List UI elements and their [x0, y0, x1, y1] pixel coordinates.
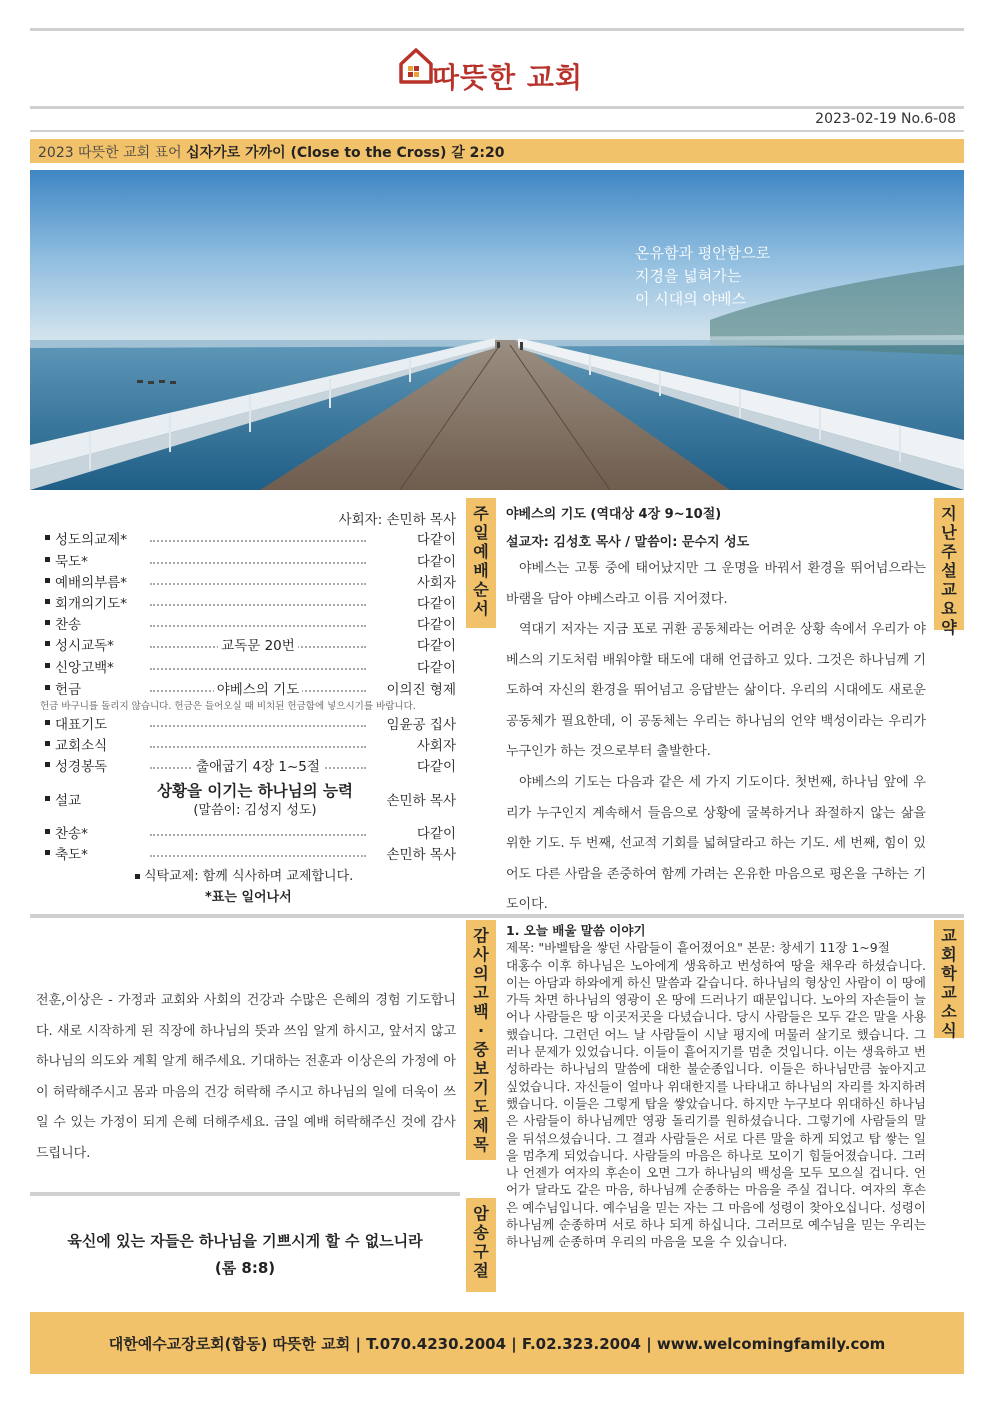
bullet: [45, 663, 50, 668]
worship-leader: 다같이: [416, 617, 456, 633]
worship-row: [45, 678, 456, 699]
worship-detail-text: 야베스의 기도: [214, 682, 303, 698]
dot-leader: [150, 847, 366, 857]
bullet: [45, 599, 50, 604]
worship-item: 회개의기도*: [55, 596, 127, 612]
worship-item: 묵도*: [55, 554, 88, 570]
worship-row: [45, 528, 456, 549]
bullet: [45, 685, 50, 690]
label-news: [934, 920, 964, 1038]
bullet: [45, 850, 50, 855]
worship-item: 예배의부름*: [55, 575, 127, 591]
house-logo-icon: [398, 44, 434, 88]
motto-bar: [30, 139, 964, 163]
hero-caption-line: 지경을 넓혀가는: [635, 267, 742, 285]
memory-verse: [30, 1228, 460, 1282]
worship-leader: 사회자: [416, 575, 456, 591]
bullet: [45, 535, 50, 540]
church-name: 따뜻한 교회: [432, 61, 583, 94]
bullet: [45, 762, 50, 767]
worship-item: 설교: [55, 793, 82, 809]
label-text: 교 회 학 교 소 식: [941, 926, 957, 1040]
worship-detail: [150, 634, 366, 654]
dot-leader: [150, 575, 366, 585]
worship-leader: 사회자: [416, 738, 456, 754]
worship-row: [45, 713, 456, 734]
worship-leader: 다같이: [416, 660, 456, 676]
bullet: [45, 720, 50, 725]
church-school-news: [506, 922, 926, 1251]
worship-item: 축도*: [55, 847, 88, 863]
worship-row: [45, 656, 456, 677]
label-text: 주 일 예 배 순 서: [473, 504, 489, 618]
hero-caption-line: 온유함과 평안함으로: [635, 244, 771, 262]
label-summary: [934, 498, 964, 637]
verse-ref: (롬 8:8): [214, 1259, 276, 1277]
summary-title: 야베스의 기도 (역대상 4장 9~10절): [506, 507, 722, 522]
dot-leader: [150, 532, 366, 542]
verse-rule: [30, 1192, 460, 1196]
bullet: [45, 641, 50, 646]
worship-item: 성경봉독: [55, 759, 108, 775]
news-body: 대홍수 이후 하나님은 노아에게 생육하고 번성하여 땅을 채우라 하셨습니다. 이는 아담과 하와에게 하신 말씀과 같습니다. 하나님의 형상인 사람이 이 땅에 가득 차면 하나님의 영광이 온 땅에 드러나기 때문입니다. 노아의 자손들이 늘어나 사람들은 땅 이곳저곳을 다녔습니다. 당시 사람들은 모두 같은 말을 사용했습니다. 그런던 어느 날 사람들이 시날 평지에 머물러 살기로 했습니다. 그러나 문제가 있었습니다. 이들이 흩어지기를 멈춘 것입니다. 이는 생육하고 번성하라는 하나님의 말씀에 대한 불순종입니다. 이들은 하나님만큼 높아지고 싶었습니다. 자신들이 얼마나 위대한지를 나타내고 하나님의 자리를 차지하려 했습니다. 이들은 그렇게 탑을 쌓았습니다. 하지만 누구보다 위대하신 하나님은 사람들이 하나님께만 영광 돌리기를 원하셨습니다. 그렇기에 사람들의 말을 뒤섞으셨습니다. 그 결과 사람들은 서로 다른 말을 하게 되었고 탑 쌓는 일을 멈추게 되었습니다. 사람들의 마음은 하나로 모이기 힘들어졌습니다. 그러나 언젠가 여자의 후손이 오면 그가 하나님의 백성을 모두 모으실 겁니다. 언어가 달라도 같은 마음, 하나님께 순종하는 마음을 주실 겁니다. 여자의 후손은 예수님입니다. 예수님을 믿는 자는 그 마음에 성령이 찾아오십니다. 성령이 하나님께 순종하며 서로 하나 되게 하십니다. 그러므로 예수님을 믿는 우리는 하나님께 순종하며 우리의 마음을 모을 수 있습니다.: [506, 957, 926, 1250]
bullet: [45, 620, 50, 625]
worship-leader: 손민하 목사: [386, 793, 456, 809]
meal-note-text: 식탁교제: 함께 식사하며 교제합니다.: [144, 869, 354, 884]
worship-row: [45, 634, 456, 655]
bullet: [135, 874, 140, 879]
dot-leader: [150, 660, 366, 670]
bullet: [45, 557, 50, 562]
verse-text: 육신에 있는 자들은 하나님을 기쁘시게 할 수 없느니라: [67, 1232, 423, 1250]
summary-paragraph: 야베스는 고통 중에 태어났지만 그 운명을 바꿔서 환경을 뛰어넘으라는 바램을 담아 야베스라고 이름 지어졌다.: [506, 561, 926, 607]
worship-item: 성도의교제*: [55, 532, 127, 548]
label-text: 감 사 의 고 백 · 중 보 기 도 제 목: [473, 926, 489, 1154]
meal-note: [135, 865, 353, 884]
worship-item: 대표기도: [55, 717, 108, 733]
worship-row: [45, 734, 456, 755]
presider: 사회자: 손민하 목사: [338, 512, 456, 528]
worship-leader: 다같이: [416, 759, 456, 775]
label-prayer: [466, 920, 496, 1160]
label-verse: [466, 1198, 496, 1292]
bullet: [45, 741, 50, 746]
news-heading: 1. 오늘 배울 말씀 이야기: [506, 923, 646, 938]
church-logo: [398, 44, 598, 96]
worship-leader: 이의진 형제: [386, 682, 456, 698]
worship-detail-text: 출애굽기 4장 1~5절: [193, 759, 323, 775]
top-rule: [30, 28, 964, 31]
worship-leader: 다같이: [416, 554, 456, 570]
dot-leader: [150, 826, 366, 836]
label-worship: [466, 498, 496, 628]
worship-row: [45, 613, 456, 634]
worship-item: 헌금: [55, 682, 82, 698]
summary-speaker: 설교자: 김성호 목사 / 말씀이: 문수지 성도: [506, 535, 750, 550]
worship-row: [45, 843, 456, 864]
worship-leader: 다같이: [416, 826, 456, 842]
issue-date: 2023-02-19 No.6-08: [815, 111, 956, 127]
worship-item: 찬송*: [55, 826, 88, 842]
header-rule: [30, 106, 964, 109]
worship-item: 교회소식: [55, 738, 108, 754]
dot-leader: [150, 554, 366, 564]
dot-leader: [150, 738, 366, 748]
motto-prefix: 2023 따뜻한 교회 표어: [38, 145, 187, 161]
worship-row: [45, 550, 456, 571]
hero-image: [30, 170, 964, 490]
sermon-title: 상황을 이기는 하나님의 능력: [157, 782, 353, 800]
worship-row: [45, 755, 456, 776]
bullet: [45, 829, 50, 834]
sermon-preacher: (말씀이: 김성지 성도): [193, 803, 317, 818]
worship-leader: 임윤공 집사: [386, 717, 456, 733]
dot-leader: [150, 596, 366, 606]
offering-note: 헌금 바구니를 돌리지 않습니다. 헌금은 들어오실 때 비치된 헌금함에 넣으시기를 바랍니다.: [40, 701, 416, 712]
summary-paragraph: 야베스의 기도는 다음과 같은 세 가지 기도이다. 첫번째, 하나님 앞에 우리가 누구인지 계속해서 들음으로 상황에 굴복하거나 좌절하지 않는 삶을 위한 기도. 두 번째, 선교적 기회를 넓혀달라고 하는 기도. 세 번째, 힘이 있어도 다른 사람을 존중하여 함께 가려는 온유한 마음으로 평온을 구하는 기도이다.: [506, 775, 926, 912]
worship-row: [45, 592, 456, 613]
motto-bold: 십자가로 가까이 (Close to the Cross) 갈 2:20: [186, 145, 505, 161]
sub-rule: [30, 130, 964, 132]
worship-leader: 다같이: [416, 638, 456, 654]
dot-leader: [150, 717, 366, 727]
hero-caption: [635, 242, 770, 311]
bullet: [45, 578, 50, 583]
worship-item: 찬송: [55, 617, 82, 633]
worship-detail: [150, 755, 366, 775]
pier-illustration: [30, 170, 964, 490]
worship-item: 성시교독*: [55, 638, 114, 654]
worship-leader: 다같이: [416, 532, 456, 548]
worship-leader: 다같이: [416, 596, 456, 612]
worship-row: [45, 571, 456, 592]
prayer-request: 전훈,이상은 - 가정과 교회와 사회의 건강과 수많은 은혜의 경험 기도합니다. 새로 시작하게 된 직장에 하나님의 뜻과 쓰임 알게 하시고, 앞서지 않고 하나님의 의도와 계획 알게 해주세요. 기대하는 전훈과 이상은의 가정에 아이 허락해주시고 몸과 마음의 건강 허락해 주시고 하나님의 일에 더욱이 쓰일 수 있는 가정이 되게 은혜 더해주세요. 금일 예배 허락해주신 것에 감사드립니다.: [36, 993, 456, 1161]
label-text: 암 송 구 절: [473, 1204, 489, 1280]
worship-item: 신앙고백*: [55, 660, 114, 676]
standing-note: *표는 일어나서: [205, 890, 292, 905]
footer-contact: 대한예수교장로회(합동) 따뜻한 교회 | T.070.4230.2004 | F.02.323.2004 | www.welcomingfamily.com: [30, 1312, 964, 1374]
dot-leader: [150, 617, 366, 627]
worship-row: [45, 822, 456, 843]
summary-paragraph: 역대기 저자는 지금 포로 귀환 공동체라는 어려운 상황 속에서 우리가 야베스의 기도처럼 배워야할 태도에 대해 언급하고 있다. 그것은 하나님께 기도하여 자신의 환경을 뛰어넘고 응답받는 삶이다. 우리의 시대에도 새로운 공동체가 필요한데, 이 공동체는 우리는 하나님의 언약 백성이라는 우리가 누구인가 하는 것으로부터 출발한다.: [506, 622, 926, 759]
news-subject: 제목: "바벨탑을 쌓던 사람들이 흩어졌어요" 본문: 창세기 11장 1~9절: [506, 940, 890, 956]
label-text: 지 난 주 설 교 요 약: [941, 504, 957, 637]
hero-caption-line: 이 시대의 야베스: [635, 290, 746, 308]
worship-detail: [150, 678, 366, 698]
worship-leader: 손민하 목사: [386, 847, 456, 863]
worship-detail-text: 교독문 20번: [218, 638, 298, 654]
